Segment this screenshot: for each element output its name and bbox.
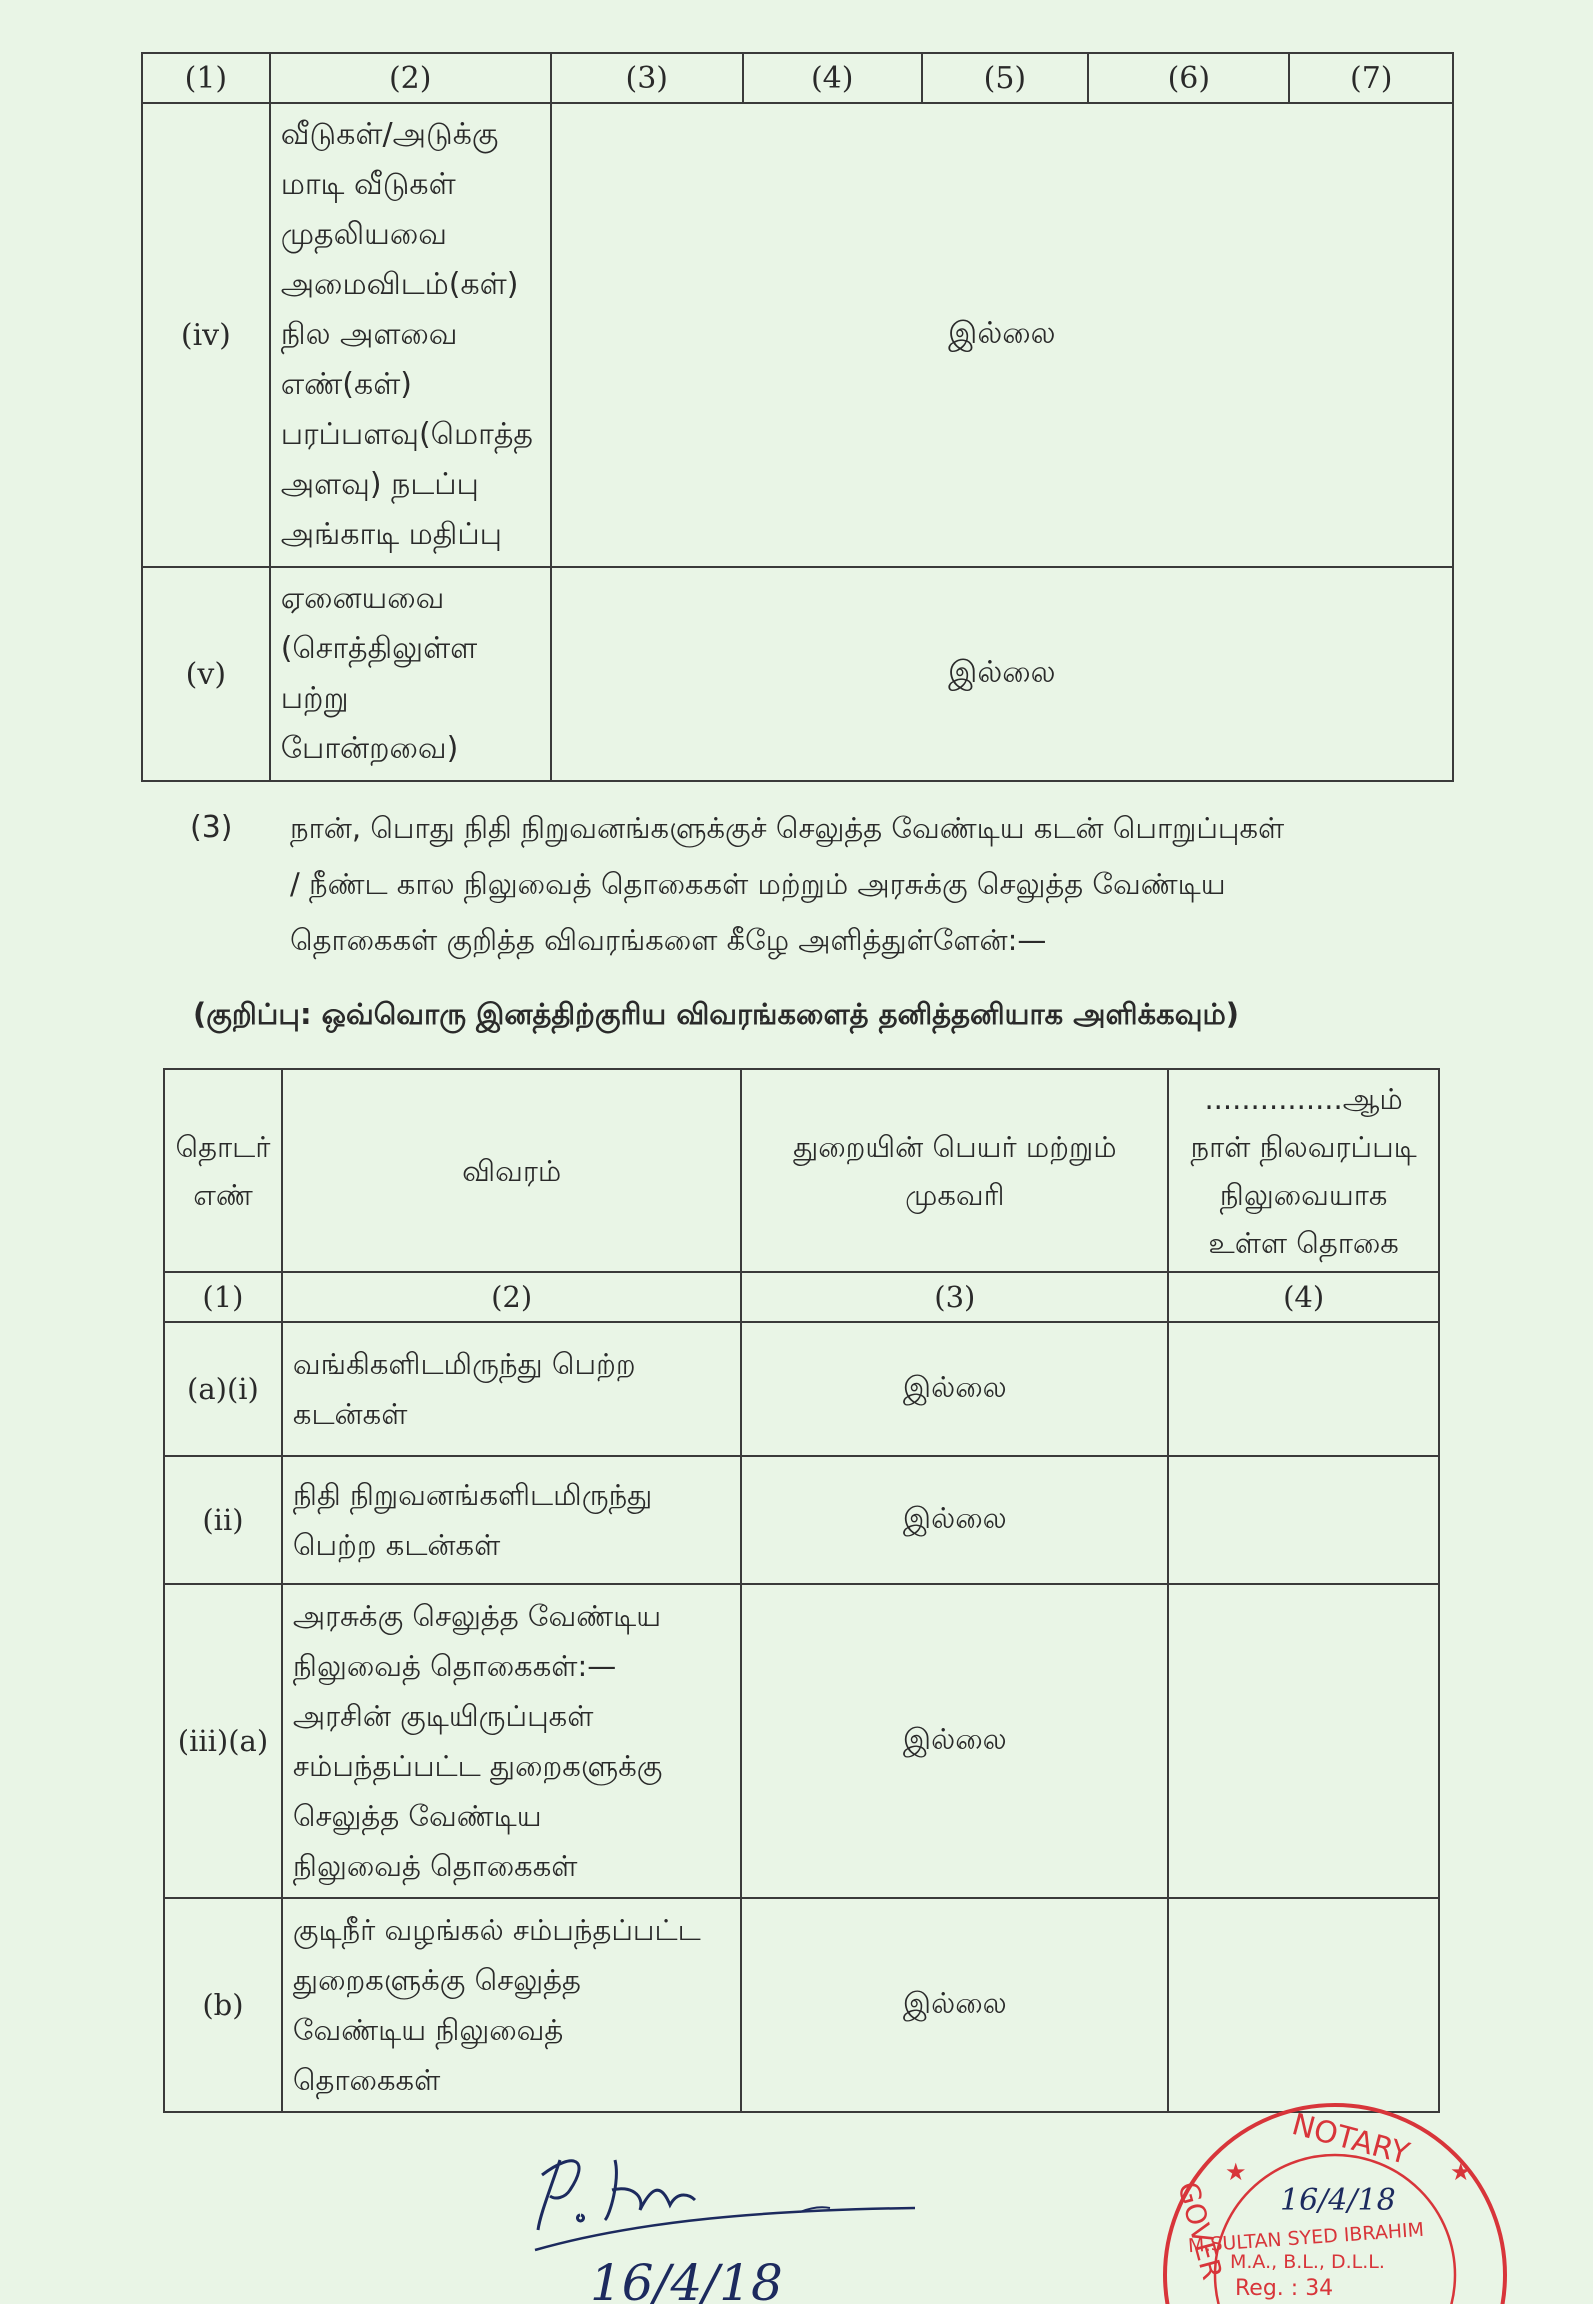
table-header-row (164, 1069, 1439, 1272)
amount-value (1168, 1456, 1439, 1584)
star-icon: ★ (1225, 2158, 1247, 2186)
paragraph-line: தொகைகள் குறித்த விவரங்களை கீழே அளித்துள்ளேன்:— (290, 923, 1047, 957)
row-description: அரசுக்கு செலுத்த வேண்டிய நிலுவைத் தொகைகள்:— அரசின் குடியிருப்புகள் சம்பந்தப்பட்ட துறைகளுக்கு செலுத்த வேண்டிய நிலுவைத் தொகைகள் (282, 1584, 741, 1898)
desc-line: அளவு) நடப்பு (280, 467, 479, 502)
header-serial: தொடர் எண் (164, 1069, 282, 1272)
header-department: துறையின் பெயர் மற்றும் முகவரி (741, 1069, 1168, 1272)
desc-line: முதலியவை (280, 217, 447, 252)
desc-line: (சொத்திலுள்ள (280, 631, 478, 666)
table-row (164, 1898, 1439, 2112)
row-description: குடிநீர் வழங்கல் சம்பந்தப்பட்ட துறைகளுக்கு செலுத்த வேண்டிய நிலுவைத் தொகைகள் (282, 1898, 741, 2112)
header-amount: ...............ஆம் நாள் நிலவரப்படி நிலுவையாக உள்ள தொகை (1168, 1069, 1439, 1272)
desc-line: வீடுகள்/அடுக்கு (280, 117, 499, 152)
row-description: வங்கிகளிடமிருந்து பெற்ற கடன்கள் (282, 1322, 741, 1456)
assets-table (141, 52, 1454, 782)
desc-line: போன்றவை) (280, 731, 459, 766)
serial-number: (ii) (164, 1456, 282, 1584)
note-text: (குறிப்பு: ஒவ்வொரு இனத்திற்குரிய விவரங்களைத் தனித்தனியாக அளிக்கவும்) (193, 997, 1240, 1031)
signature-date: 16/4/18 (590, 2254, 783, 2304)
table-row (142, 103, 1453, 567)
department-value: இல்லை (741, 1322, 1168, 1456)
signature (520, 2120, 940, 2304)
column-number: (2) (270, 53, 551, 103)
desc-line: எண்(கள்) (280, 367, 412, 402)
desc-line: நில அளவை (280, 317, 458, 352)
liabilities-table (163, 1068, 1440, 2113)
amount-value (1168, 1322, 1439, 1456)
stamp-date: 16/4/18 (1280, 2183, 1396, 2218)
column-number-row (142, 53, 1453, 103)
amount-value (1168, 1584, 1439, 1898)
stamp-side-text: GOVER (1171, 2178, 1229, 2283)
desc-line: மாடி வீடுகள் (280, 167, 456, 202)
notary-stamp (1150, 2090, 1520, 2304)
desc-line: பரப்பளவு(மொத்த (280, 417, 533, 452)
stamp-degree: M.A., B.L., D.L.L. (1230, 2251, 1385, 2273)
table-row (164, 1584, 1439, 1898)
serial-number: (a)(i) (164, 1322, 282, 1456)
serial-number: (iii)(a) (164, 1584, 282, 1898)
paragraph-line: / நீண்ட கால நிலுவைத் தொகைகள் மற்றும் அரசுக்கு செலுத்த வேண்டிய (290, 867, 1226, 901)
paragraph-number: (3) (190, 810, 233, 845)
column-number: (4) (1168, 1272, 1439, 1322)
stamp-name: M.SULTAN SYED IBRAHIM (1187, 2218, 1425, 2258)
column-number: (5) (922, 53, 1089, 103)
desc-line: அங்காடி மதிப்பு (280, 517, 502, 552)
table-row (142, 567, 1453, 781)
column-number: (1) (164, 1272, 282, 1322)
nil-value: இல்லை (551, 103, 1453, 567)
table-row (164, 1322, 1439, 1456)
row-description (270, 103, 551, 567)
header-description: விவரம் (282, 1069, 741, 1272)
row-description: நிதி நிறுவனங்களிடமிருந்து பெற்ற கடன்கள் (282, 1456, 741, 1584)
department-value: இல்லை (741, 1584, 1168, 1898)
declaration-paragraph (190, 800, 1420, 968)
column-number-row (164, 1272, 1439, 1322)
paragraph-line: நான், பொது நிதி நிறுவனங்களுக்குச் செலுத்த வேண்டிய கடன் பொறுப்புகள் (290, 811, 1285, 845)
department-value: இல்லை (741, 1456, 1168, 1584)
stamp-reg: Reg. : 34 (1235, 2276, 1334, 2301)
desc-line: ஏனையவை (280, 581, 445, 616)
column-number: (1) (142, 53, 270, 103)
row-description (270, 567, 551, 781)
serial-number: (v) (142, 567, 270, 781)
desc-line: அமைவிடம்(கள்) (280, 267, 519, 302)
stamp-title: NOTARY (1288, 2107, 1413, 2172)
column-number: (6) (1088, 53, 1289, 103)
serial-number: (iv) (142, 103, 270, 567)
column-number: (3) (741, 1272, 1168, 1322)
amount-value (1168, 1898, 1439, 2112)
desc-line: பற்று (280, 681, 349, 716)
column-number: (4) (743, 53, 922, 103)
star-icon: ★ (1450, 2158, 1472, 2186)
serial-number: (b) (164, 1898, 282, 2112)
nil-value: இல்லை (551, 567, 1453, 781)
table-row (164, 1456, 1439, 1584)
column-number: (7) (1289, 53, 1453, 103)
column-number: (2) (282, 1272, 741, 1322)
column-number: (3) (551, 53, 743, 103)
department-value: இல்லை (741, 1898, 1168, 2112)
